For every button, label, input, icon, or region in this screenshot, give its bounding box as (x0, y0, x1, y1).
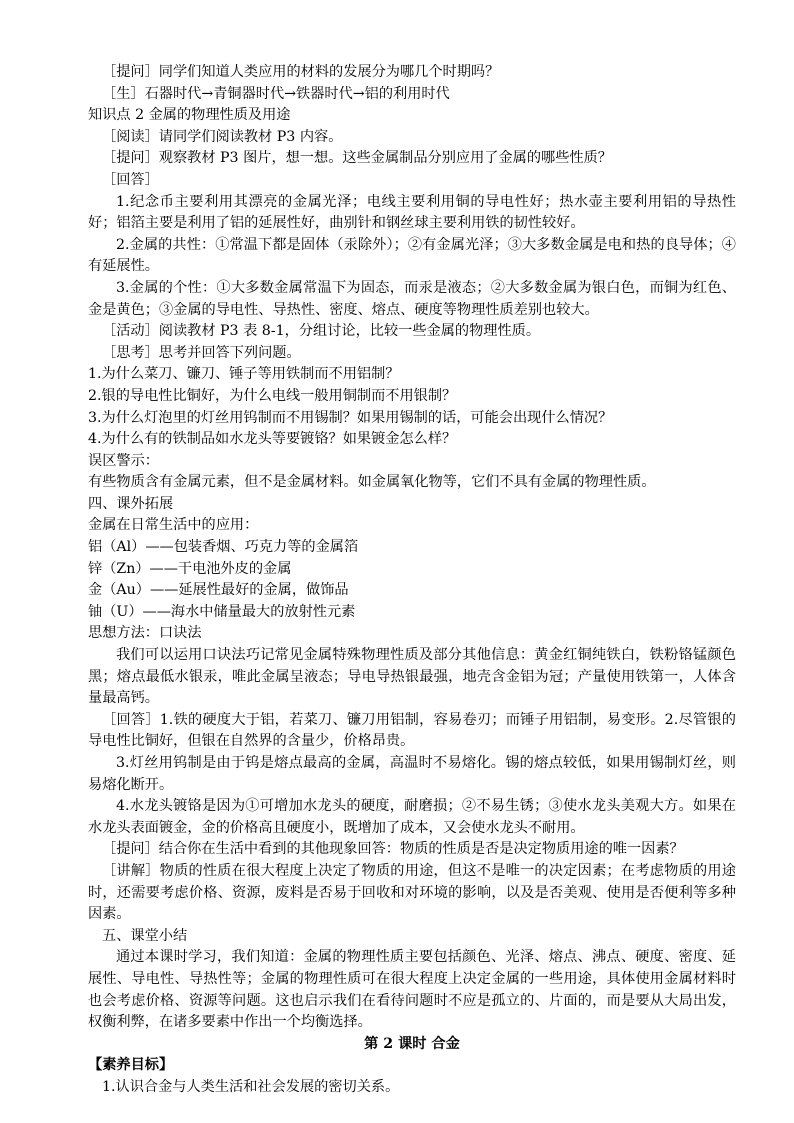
think-question-1: 1.为什么菜刀、镰刀、锤子等用铁制而不用铝制？ (88, 366, 400, 383)
answer-label: ［回答］ (102, 171, 159, 188)
question-only-factor: ［提问］结合你在生活中看到的其他现象回答：物质的性质是否是决定物质用途的唯一因素？ (102, 841, 684, 858)
question-observe-pictures: ［提问］观察教材 P3 图片，想一想。这些金属制品分别应用了金属的哪些性质？ (102, 150, 612, 167)
think-question-3: 3.为什么灯泡里的灯丝用钨制而不用锡制？如果用锡制的话，可能会出现什么情况？ (88, 409, 613, 426)
applications-intro: 金属在日常生活中的应用： (88, 517, 259, 534)
answer-item-3-individual-properties: 3.金属的个性：①大多数金属常温下为固态，而汞是液态；②大多数金属为银白色，而铜为红色、金是黄色；③金属的导电性、导热性、密度、熔点、硬度等物理性质差别也较大。 (88, 279, 736, 318)
think-question-2: 2.银的导电性比铜好，为什么电线一般用铜制而不用银制？ (88, 387, 457, 404)
section-heading-summary: 五、课堂小结 (102, 927, 188, 944)
objective-item-1: 1.认识合金与人类生活和社会发展的密切关系。 (102, 1078, 400, 1095)
think-question-4: 4.为什么有的铁制品如水龙头等要镀铬？如果镀金怎么样？ (88, 431, 457, 448)
explanation-paragraph: ［讲解］物质的性质在很大程度上决定了物质的用途，但这不是唯一的决定因素；在考虑物质的用途时，还需要考虑价格、资源，废料是否易于回收和对环境的影响，以及是否美观、使用是否便利等多种因素。 (88, 862, 736, 923)
misconception-heading: 误区警示： (88, 452, 159, 469)
reading-instruction: ［阅读］请同学们阅读教材 P3 内容。 (102, 128, 343, 145)
document-page (88, 62, 736, 1099)
think-instruction: ［思考］思考并回答下列问题。 (102, 344, 301, 361)
summary-paragraph: 通过本课时学习，我们知道：金属的物理性质主要包括颜色、光泽、熔点、沸点、硬度、密度、延展性、导电性、导热性等；金属的物理性质可在很大程度上决定金属的一些用途，具体使用金属材料时也会考虑价格、资源等问题。这也启示我们在看待问题时不应是孤立的、片面的，而是要从大局出发，权衡利弊，在诸多要素中作出一个均衡选择。 (88, 949, 736, 1031)
answer-paragraph-4: 4.水龙头镀铬是因为①可增加水龙头的硬度，耐磨损；②不易生锈；③使水龙头美观大方。如果在水龙头表面镀金，金的价格高且硬度小，既增加了成本，又会使水龙头不耐用。 (88, 798, 736, 836)
answer-item-1: 1.纪念币主要利用其漂亮的金属光泽；电线主要利用铜的导电性好；热水壶主要利用铝的导热性好；铝箔主要是利用了铝的延展性好，曲别针和钢丝球主要利用铁的韧性较好。 (88, 193, 736, 232)
application-uranium: 铀（U）——海水中储量最大的放射性元素 (88, 603, 356, 620)
answer-item-2-common-properties: 2.金属的共性：①常温下都是固体（汞除外）；②有金属光泽；③大多数金属是电和热的良导体；④有延展性。 (88, 236, 736, 275)
section-heading-knowledge-point-2: 知识点 2 金属的物理性质及用途 (88, 107, 291, 124)
answer-paragraph-1-2: ［回答］1.铁的硬度大于铝，若菜刀、镰刀用铝制，容易卷刃；而锤子用铝制，易变形。2.尽管银的导电性比铜好，但银在自然界的含量少，价格昂贵。 (88, 711, 736, 750)
student-answer-periods: ［生］石器时代→青铜器时代→铁器时代→铝的利用时代 (102, 85, 450, 102)
section-heading-extension: 四、课外拓展 (88, 495, 174, 512)
mnemonic-paragraph: 我们可以运用口诀法巧记常见金属特殊物理性质及部分其他信息：黄金红铜纯铁白，铁粉铬锰颜色黑；熔点最低水银汞，唯此金属呈液态；导电导热银最强，地壳含金铝为冠；产量使用铁第一，人体含量最高钙。 (88, 647, 736, 707)
misconception-text: 有些物质含有金属元素，但不是金属材料。如金属氧化物等，它们不具有金属的物理性质。 (88, 474, 656, 491)
answer-paragraph-3: 3.灯丝用钨制是由于钨是熔点最高的金属，高温时不易熔化。锡的熔点较低，如果用锡制灯丝，则易熔化断开。 (88, 755, 736, 793)
lesson-2-title: 第 2 课时 合金 (364, 1035, 460, 1052)
application-gold: 金（Au）——延展性最好的金属，做饰品 (88, 582, 349, 599)
activity-instruction: ［活动］阅读教材 P3 表 8-1，分组讨论，比较一些金属的物理性质。 (102, 323, 541, 340)
application-aluminum: 铝（Al）——包装香烟、巧克力等的金属箔 (88, 539, 359, 556)
question-materials-periods: ［提问］同学们知道人类应用的材料的发展分为哪几个时期吗？ (102, 64, 500, 80)
application-zinc: 锌（Zn）——干电池外皮的金属 (88, 560, 292, 577)
objectives-heading: 【素养目标】 (88, 1057, 174, 1074)
method-heading: 思想方法：口诀法 (88, 625, 202, 642)
